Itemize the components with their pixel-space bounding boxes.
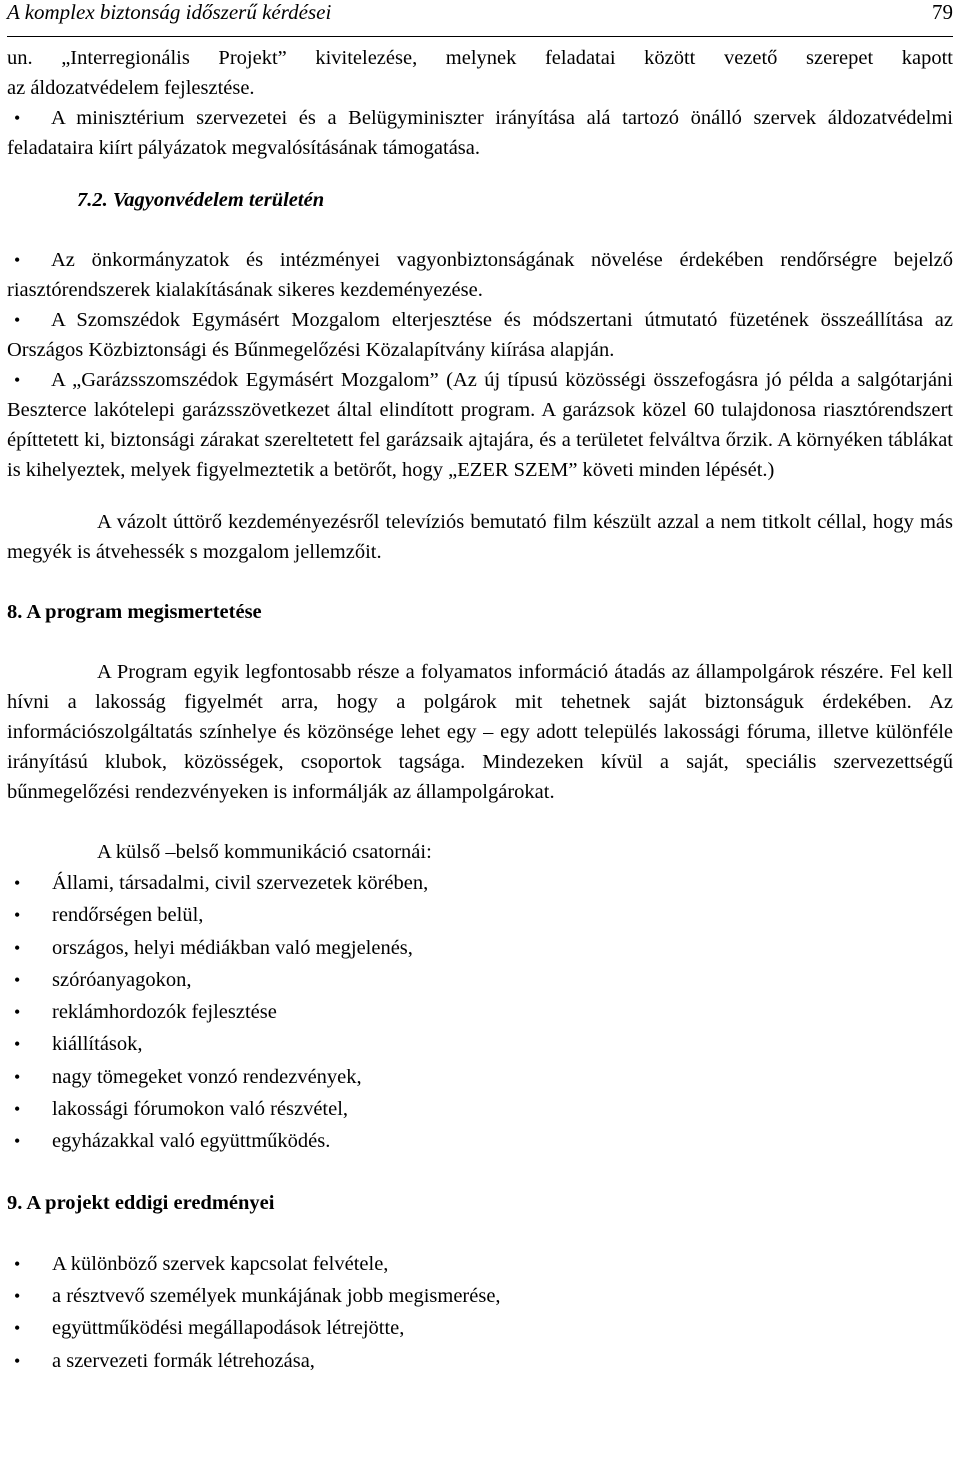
bullet-text: A Szomszédok Egymásért Mozgalom elterjesztése és módszertani útmutató füzetének összeállítása az Országos Közbiztonsági és Bűnmegelőzési Közalapítvány kiírása alapján. [7, 309, 953, 361]
intro-line-1: un. „Interregionális Projekt” kivitelezése, melynek feladatai között vezető szerepet kapott [7, 47, 953, 69]
list-item: • a résztvevő személyek munkájának jobb megismerése, [7, 1280, 953, 1312]
list-item: • reklámhordozók fejlesztése [7, 996, 953, 1028]
bullet-ministry [7, 103, 953, 163]
bullet-text: A „Garázsszomszédok Egymásért Mozgalom” (Az új típusú közösségi összefogásra jó példa a salgótarjáni Beszterce lakótelepi garázsszövetkezet által elindított program. A garázsok közel 60 tulajdonosa riasztórendszert építtetett ki, biztonsági zárakat szereltetett fel garázsaik ajtajára, és a területet felváltva őrzik. A környéken táblákat is kihelyeztek, melyek figyelmeztetik a betörőt, hogy „EZER SZEM” követi minden lépését.) [7, 369, 953, 481]
list-item: • lakossági fórumokon való részvétel, [7, 1093, 953, 1125]
list-item: • kiállítások, [7, 1028, 953, 1060]
list-item: • együttműködési megállapodások létrejötte, [7, 1312, 953, 1344]
page-number: 79 [932, 0, 953, 24]
list-item: • rendőrségen belül, [7, 899, 953, 931]
channels-list [7, 867, 953, 1158]
list-item: • szóróanyagokon, [7, 964, 953, 996]
list-item: • A különböző szervek kapcsolat felvétele, [7, 1248, 953, 1280]
page-content [7, 43, 953, 1377]
bullet-icon: • [14, 250, 21, 270]
section-9-title: 9. A projekt eddigi eredményei [7, 1191, 275, 1214]
page-header [7, 0, 953, 37]
bullet-text: Az önkormányzatok és intézményei vagyonbiztonságának növelése érdekében rendőrségre bejelző riasztórendszerek kialakításának sikeres kezdeményezése. [7, 249, 953, 301]
bullet-7-2-3 [7, 365, 953, 485]
bullet-icon: • [14, 905, 21, 926]
channels-intro: A külső –belső kommunikáció csatornái: [97, 841, 432, 863]
bullet-icon: • [14, 1131, 21, 1152]
list-item: • Állami, társadalmi, civil szervezetek körében, [7, 867, 953, 899]
section-7-2-paragraph: A vázolt úttörő kezdeményezésről televíziós bemutató film készült azzal a nem titkolt céllal, hogy más megyék is átvehessék s mozgalom jellemzőit. [7, 511, 953, 563]
results-list [7, 1248, 953, 1377]
section-8-paragraph: A Program egyik legfontosabb része a folyamatos információ átadás az állampolgárok részére. Fel kell hívni a lakosság figyelmét arra, hogy a polgárok mit tehetnek saját biztonságuk érdekében. Az információszolgáltatás színhelye és közönsége lehet egy – egy adott település lakossági fóruma, illetve különféle irányítású klubok, közösségek, csoportok tagsága. Mindezeken kívül a saját, speciális szervezettségű bűnmegelőzési rendezvényeken is informálják az állampolgárokat. [7, 661, 953, 803]
bullet-7-2-1 [7, 245, 953, 305]
bullet-icon: • [14, 1253, 21, 1274]
bullet-icon: • [14, 1285, 21, 1306]
bullet-icon: • [14, 1002, 21, 1023]
bullet-icon: • [14, 1318, 21, 1339]
bullet-icon: • [14, 873, 21, 893]
bullet-icon: • [14, 370, 21, 390]
list-item: • nagy tömegeket vonzó rendezvények, [7, 1061, 953, 1093]
intro-line-2: az áldozatvédelem fejlesztése. [7, 77, 255, 99]
list-item: • országos, helyi médiákban való megjelenés, [7, 932, 953, 964]
bullet-7-2-2 [7, 305, 953, 365]
section-7-2-title: 7.2. Vagyonvédelem területén [77, 189, 325, 211]
bullet-ministry-text: A minisztérium szervezetei és a Belügyminiszter irányítása alá tartozó önálló szervek áldozatvédelmi feladataira kiírt pályázatok megvalósításának támogatása. [7, 107, 953, 159]
list-item: • a szervezeti formák létrehozása, [7, 1345, 953, 1377]
bullet-icon: • [14, 310, 21, 330]
bullet-icon: • [14, 1099, 21, 1120]
list-item: • egyházakkal való együttműködés. [7, 1125, 953, 1157]
section-8-title: 8. A program megismertetése [7, 601, 262, 623]
bullet-icon: • [14, 969, 21, 990]
bullet-icon: • [14, 108, 21, 128]
bullet-icon: • [14, 1034, 21, 1055]
bullet-icon: • [14, 937, 21, 958]
running-title: A komplex biztonság időszerű kérdései [7, 0, 332, 24]
bullet-icon: • [14, 1066, 21, 1087]
bullet-icon: • [14, 1350, 21, 1371]
